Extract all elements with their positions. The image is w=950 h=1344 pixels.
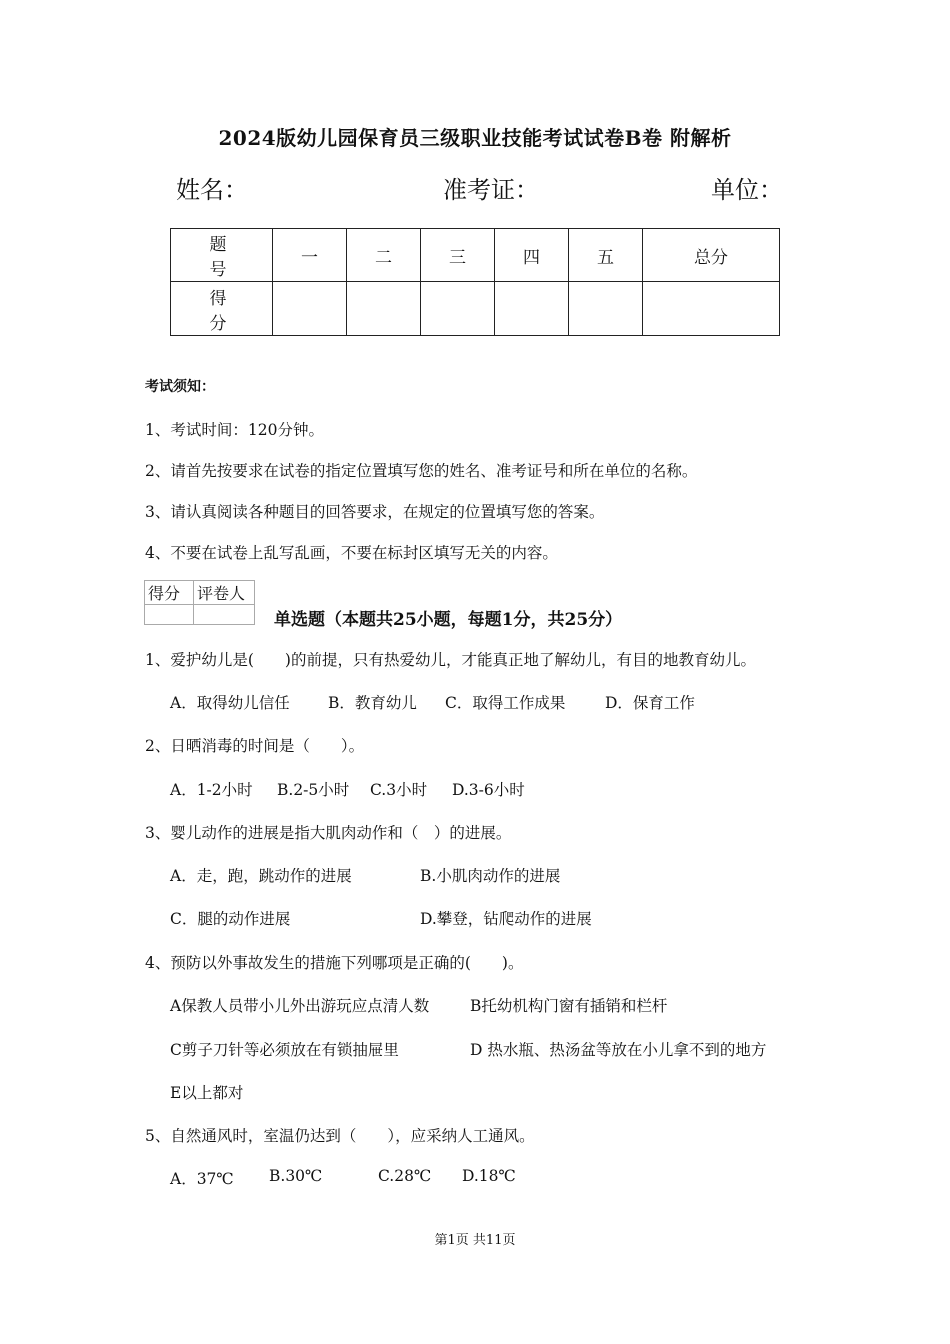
question-option: D.3-6小时 bbox=[452, 781, 525, 799]
question-option: B．教育幼儿 bbox=[328, 694, 417, 712]
question-option: B.30℃ bbox=[269, 1167, 323, 1185]
grader-score-cell bbox=[145, 605, 194, 625]
question-stem: 3、婴儿动作的进展是指大肌肉动作和（ ）的进展。 bbox=[145, 824, 512, 842]
question-option: A．1-2小时 bbox=[170, 781, 253, 799]
score-header-3: 三 bbox=[421, 229, 495, 282]
question-stem: 2、日晒消毒的时间是（ ）。 bbox=[145, 737, 365, 755]
question-option: D 热水瓶、热汤盆等放在小儿拿不到的地方 bbox=[470, 1041, 767, 1059]
score-cell-1 bbox=[273, 282, 347, 336]
question-option: C．取得工作成果 bbox=[445, 694, 566, 712]
score-table bbox=[170, 228, 780, 336]
score-cell-2 bbox=[347, 282, 421, 336]
question-option: D.18℃ bbox=[462, 1167, 516, 1185]
grader-score-label: 得分 bbox=[145, 581, 194, 605]
question-option: B.小肌肉动作的进展 bbox=[420, 867, 561, 885]
notice-item: 3、请认真阅读各种题目的回答要求，在规定的位置填写您的答案。 bbox=[145, 503, 605, 521]
score-cell-total bbox=[643, 282, 780, 336]
question-option: D．保育工作 bbox=[605, 694, 695, 712]
unit-field-label: 单位： bbox=[711, 176, 783, 204]
question-option: A．走，跑，跳动作的进展 bbox=[170, 867, 352, 885]
score-header-total: 总分 bbox=[643, 229, 780, 282]
score-row-label: 得 分 bbox=[171, 282, 273, 336]
question-stem: 4、预防以外事故发生的措施下列哪项是正确的( )。 bbox=[145, 954, 524, 972]
question-stem: 5、自然通风时，室温仍达到（ ），应采纳人工通风。 bbox=[145, 1127, 535, 1145]
score-cell-5 bbox=[569, 282, 643, 336]
score-header-2: 二 bbox=[347, 229, 421, 282]
score-table-score-row bbox=[171, 282, 780, 336]
grader-reviewer-cell bbox=[194, 605, 255, 625]
question-option: C．腿的动作进展 bbox=[170, 910, 291, 928]
question-option: C.3小时 bbox=[370, 781, 428, 799]
question-option: D.攀登，钻爬动作的进展 bbox=[420, 910, 592, 928]
question-option: C剪子刀针等必须放在有锁抽屉里 bbox=[170, 1041, 399, 1059]
question-option: B.2-5小时 bbox=[277, 781, 350, 799]
score-header-1: 一 bbox=[273, 229, 347, 282]
notice-heading: 考试须知： bbox=[145, 379, 215, 395]
question-option: A．37℃ bbox=[170, 1170, 234, 1188]
notice-item: 4、不要在试卷上乱写乱画，不要在标封区填写无关的内容。 bbox=[145, 544, 558, 562]
section-title: 单选题（本题共25小题，每题1分，共25分） bbox=[274, 610, 623, 630]
question-stem: 1、爱护幼儿是( )的前提，只有热爱幼儿，才能真正地了解幼儿，有目的地教育幼儿。 bbox=[145, 651, 756, 669]
notice-item: 1、考试时间：120分钟。 bbox=[145, 421, 324, 439]
score-cell-4 bbox=[495, 282, 569, 336]
score-cell-3 bbox=[421, 282, 495, 336]
score-table-header-row bbox=[171, 229, 780, 282]
question-option: A．取得幼儿信任 bbox=[170, 694, 290, 712]
question-option: A保教人员带小儿外出游玩应点清人数 bbox=[170, 997, 430, 1015]
grader-box bbox=[144, 580, 255, 625]
score-header-4: 四 bbox=[495, 229, 569, 282]
score-header-5: 五 bbox=[569, 229, 643, 282]
grader-reviewer-label: 评卷人 bbox=[194, 581, 255, 605]
page-footer: 第1页 共11页 bbox=[434, 1233, 516, 1248]
question-option: C.28℃ bbox=[378, 1167, 432, 1185]
exam-id-field-label: 准考证： bbox=[443, 176, 539, 204]
name-field-label: 姓名： bbox=[176, 176, 248, 204]
page-title: 2024版幼儿园保育员三级职业技能考试试卷B卷 附解析 bbox=[218, 126, 732, 150]
score-header-label: 题 号 bbox=[171, 229, 273, 282]
question-option: B托幼机构门窗有插销和栏杆 bbox=[470, 997, 668, 1015]
question-option: E以上都对 bbox=[170, 1084, 244, 1102]
notice-item: 2、请首先按要求在试卷的指定位置填写您的姓名、准考证号和所在单位的名称。 bbox=[145, 462, 698, 480]
